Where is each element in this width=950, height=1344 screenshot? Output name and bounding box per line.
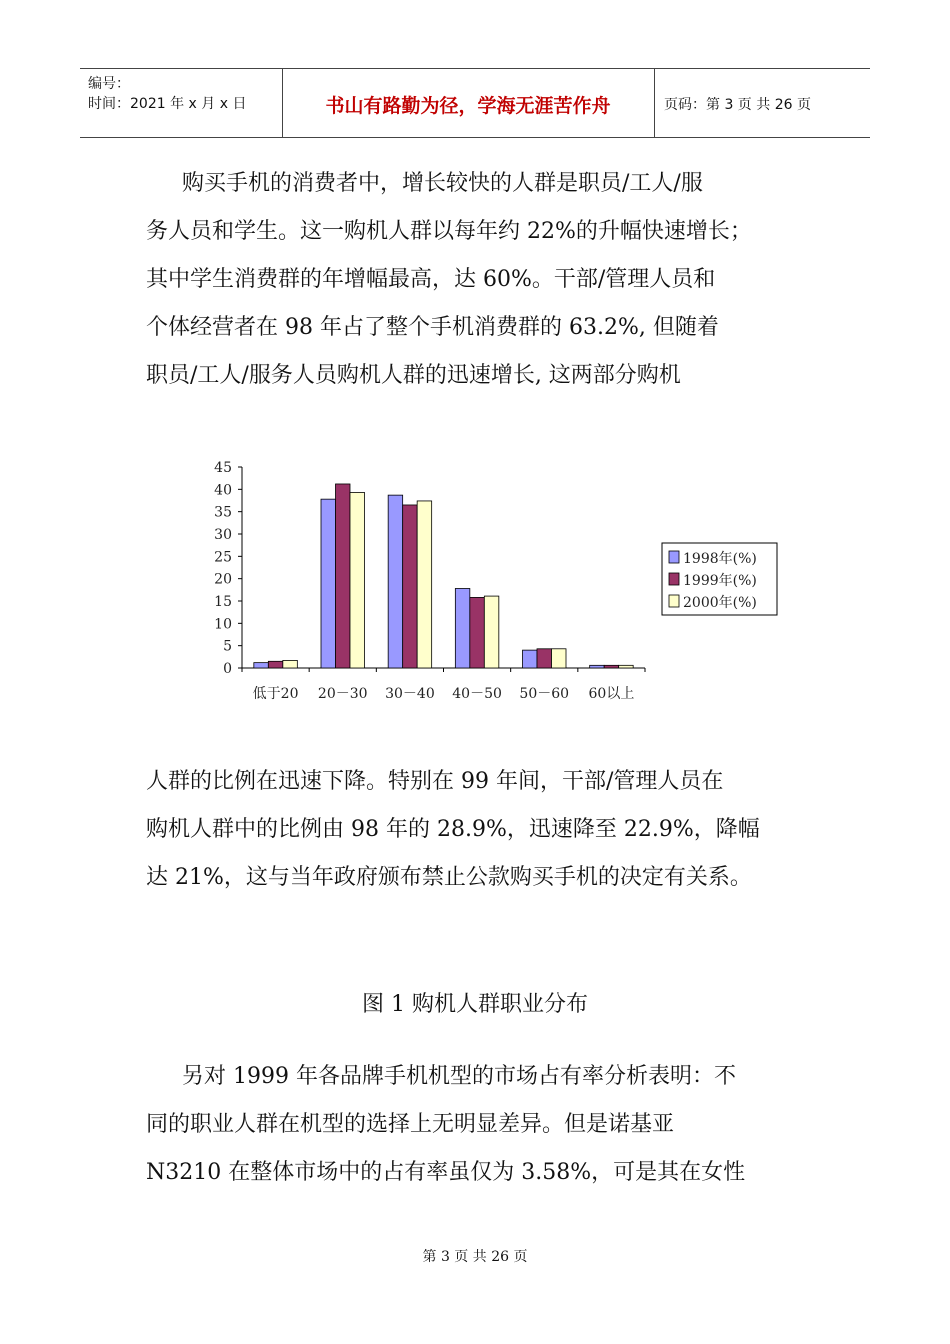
text-line: 购机人群中的比例由 98 年的 28.9%，迅速降至 22.9%，降幅 (146, 817, 760, 842)
x-tick-label: 30－40 (385, 686, 435, 702)
text-line: 个体经营者在 98 年占了整个手机消费群的 63.2%, 但随着 (146, 315, 719, 340)
paragraph-3 (146, 1053, 826, 1197)
age-distribution-chart (195, 450, 795, 720)
legend-label: 1998年(%) (683, 551, 757, 567)
text-line: 职员/工人/服务人员购机人群的迅速增长, 这两部分购机 (146, 363, 681, 388)
y-tick-label: 30 (214, 527, 232, 543)
y-tick-label: 0 (223, 661, 232, 677)
bar (537, 649, 552, 668)
x-tick-label: 50－60 (519, 686, 570, 702)
x-tick-label: 20－30 (317, 686, 368, 702)
legend-swatch (669, 595, 679, 607)
header-motto: 书山有路勤为径，学海无涯苦作舟 (325, 95, 611, 117)
bar (417, 501, 432, 668)
y-tick-label: 25 (214, 549, 232, 566)
bar (619, 665, 634, 668)
header-meta-cell (80, 69, 283, 137)
legend-swatch (669, 551, 679, 563)
bar (268, 661, 283, 668)
text-line: 达 21%，这与当年政府颁布禁止公款购买手机的决定有关系。 (146, 865, 752, 890)
x-tick-label: 40－50 (452, 686, 502, 702)
header-page-code: 页码：第 3 页 共 26 页 (664, 97, 811, 113)
text-line: 其中学生消费群的年增幅最高，达 60%。干部/管理人员和 (146, 267, 716, 292)
text-line: 人群的比例在迅速下降。特别在 99 年间，干部/管理人员在 (146, 769, 724, 794)
figure-caption: 图 1 购机人群职业分布 (362, 992, 588, 1017)
x-tick-label: 低于20 (252, 686, 299, 702)
bar (350, 492, 365, 668)
bar (321, 499, 336, 668)
bar (590, 665, 605, 668)
page-header (80, 68, 870, 138)
bar (455, 588, 470, 668)
page-footer: 第 3 页 共 26 页 (422, 1249, 528, 1265)
y-tick-label: 15 (214, 594, 232, 610)
y-tick-label: 20 (214, 571, 232, 588)
bar (388, 495, 403, 668)
bar (604, 665, 619, 668)
bar (552, 649, 567, 668)
y-tick-label: 10 (214, 616, 232, 633)
text-line: 务人员和学生。这一购机人群以每年约 22%的升幅快速增长； (146, 219, 752, 244)
text-line: 购买手机的消费者中，增长较快的人群是职员/工人/服 (182, 171, 703, 196)
bar (484, 596, 499, 668)
bar (254, 663, 268, 668)
document-number: 编号： (88, 76, 130, 92)
y-tick-label: 35 (214, 504, 232, 521)
legend-label: 2000年(%) (683, 595, 757, 611)
bar (470, 597, 485, 668)
paragraph-2 (146, 758, 826, 902)
y-tick-label: 5 (223, 638, 232, 655)
bar (523, 650, 538, 668)
header-motto-cell (282, 69, 655, 137)
y-tick-label: 40 (214, 482, 232, 499)
x-tick-label: 60以上 (588, 686, 635, 702)
document-date: 时间：2021 年 x 月 x 日 (88, 96, 247, 112)
y-tick-label: 45 (214, 460, 232, 476)
bar (336, 484, 351, 668)
text-line: N3210 在整体市场中的占有率虽仅为 3.58%，可是其在女性 (146, 1160, 746, 1185)
legend-label: 1999年(%) (683, 573, 757, 589)
header-page-cell (654, 69, 870, 137)
text-line: 同的职业人群在机型的选择上无明显差异。但是诺基亚 (146, 1112, 675, 1137)
text-line: 另对 1999 年各品牌手机机型的市场占有率分析表明：不 (182, 1064, 736, 1089)
bar (283, 660, 298, 668)
paragraph-1 (146, 160, 826, 400)
legend-swatch (669, 573, 679, 585)
bar (403, 505, 418, 668)
